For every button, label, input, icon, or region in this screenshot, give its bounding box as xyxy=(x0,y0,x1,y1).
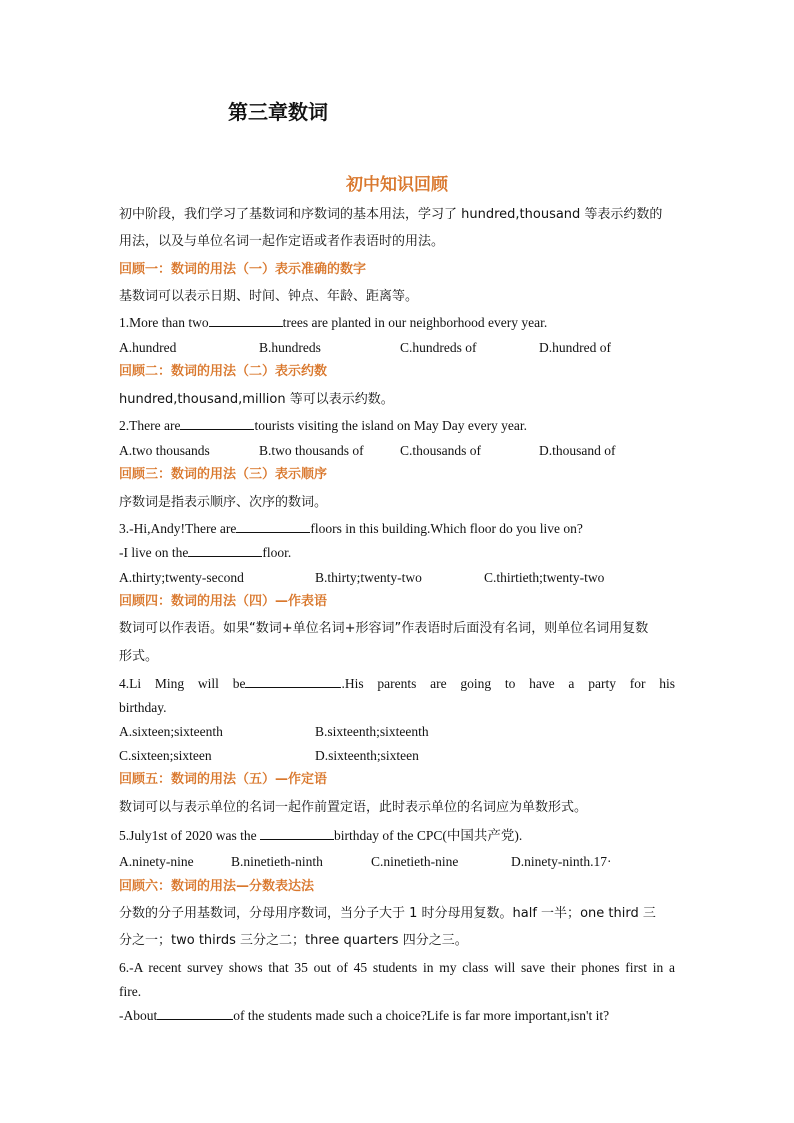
question-2 xyxy=(119,417,675,435)
question-text: 4.Li Ming will be xyxy=(119,676,246,691)
section-note: 数词可以作表语。如果“数词+单位名词+形容词”作表语时后面没有名词，则单位名词用复数 xyxy=(119,621,649,636)
section-note: 分之一；two thirds 三分之二；three quarters 四分之三。 xyxy=(119,933,468,948)
option-a: A.thirty;twenty-second xyxy=(119,570,244,585)
question-text: floors in this building.Which floor do you live on? xyxy=(310,521,583,536)
option-b: B.ninetieth-ninth xyxy=(231,854,323,869)
answer-blank xyxy=(209,314,283,327)
section-note: 序数词是指表示顺序、次序的数词。 xyxy=(119,495,328,510)
option-b: B.two thousands of xyxy=(259,443,364,458)
option-a: A.ninety-nine xyxy=(119,854,194,869)
question-6-reply xyxy=(119,1007,675,1025)
section-heading: 回顾四：数词的用法（四）—作表语 xyxy=(119,594,328,609)
question-4 xyxy=(119,675,675,693)
question-text: trees are planted in our neighborhood every year. xyxy=(282,315,548,330)
section-subtitle: 初中知识回顾 xyxy=(346,175,448,195)
question-text: of the students made such a choice?Life is far more important,isn't it? xyxy=(233,1008,610,1023)
question-1 xyxy=(119,314,675,332)
question-text: 5.July1st of 2020 was the xyxy=(119,828,257,843)
question-3-reply xyxy=(119,544,675,562)
question-6: 6.-A recent survey shows that 35 out of 45 students in my class will save their phones first in a xyxy=(119,960,675,975)
question-text: floor. xyxy=(262,545,292,560)
option-a: A.two thousands xyxy=(119,443,210,458)
section-heading: 回顾五：数词的用法（五）—作定语 xyxy=(119,772,328,787)
option-c: C.sixteen;sixteen xyxy=(119,748,212,763)
answer-blank xyxy=(180,417,254,430)
option-c: C.thirtieth;twenty-two xyxy=(484,570,605,585)
section-note: hundred,thousand,million 等可以表示约数。 xyxy=(119,392,394,407)
answer-blank xyxy=(260,827,334,840)
answer-blank xyxy=(188,544,262,557)
page-title: 第三章数词 xyxy=(228,100,328,124)
answer-blank xyxy=(157,1007,233,1020)
question-5 xyxy=(119,827,675,845)
answer-blank xyxy=(236,520,310,533)
option-d: D.ninety-ninth.17· xyxy=(511,854,612,869)
option-b: B.hundreds xyxy=(259,340,321,355)
section-heading: 回顾六：数词的用法—分数表达法 xyxy=(119,879,315,894)
question-text: 2.There are xyxy=(119,418,181,433)
option-b: B.thirty;twenty-two xyxy=(315,570,422,585)
section-heading: 回顾二：数词的用法（二）表示约数 xyxy=(119,364,328,379)
question-6-cont: fire. xyxy=(119,984,142,999)
option-a: A.sixteen;sixteenth xyxy=(119,724,223,739)
option-c: C.thousands of xyxy=(400,443,481,458)
question-text: tourists visiting the island on May Day every year. xyxy=(254,418,528,433)
section-heading: 回顾三：数词的用法（三）表示顺序 xyxy=(119,467,328,482)
option-d: D.hundred of xyxy=(539,340,611,355)
section-note: 形式。 xyxy=(119,649,159,664)
question-text: 3.-Hi,Andy!There are xyxy=(119,521,237,536)
option-d: D.thousand of xyxy=(539,443,616,458)
question-text: -About xyxy=(119,1008,158,1023)
section-note: 数词可以与表示单位的名词一起作前置定语，此时表示单位的名词应为单数形式。 xyxy=(119,800,588,815)
option-c: C.hundreds of xyxy=(400,340,477,355)
option-c: C.ninetieth-nine xyxy=(371,854,459,869)
question-text: .His parents are going to have a party for his xyxy=(341,676,675,691)
intro-line: 用法，以及与单位名词一起作定语或者作表语时的用法。 xyxy=(119,234,445,249)
option-b: B.sixteenth;sixteenth xyxy=(315,724,429,739)
option-a: A.hundred xyxy=(119,340,177,355)
question-4-cont: birthday. xyxy=(119,700,167,715)
section-heading: 回顾一：数词的用法（一）表示准确的数字 xyxy=(119,262,367,277)
section-note: 分数的分子用基数词，分母用序数词，当分子大于 1 时分母用复数。half 一半；one third 三 xyxy=(119,906,656,921)
question-text: birthday of the CPC(中国共产党). xyxy=(334,828,523,843)
question-text: 1.More than two xyxy=(119,315,209,330)
option-d: D.sixteenth;sixteen xyxy=(315,748,419,763)
question-3 xyxy=(119,520,675,538)
section-note: 基数词可以表示日期、时间、钟点、年龄、距离等。 xyxy=(119,289,419,304)
question-text: -I live on the xyxy=(119,545,189,560)
intro-line: 初中阶段，我们学习了基数词和序数词的基本用法，学习了 hundred,thousand 等表示约数的 xyxy=(119,207,663,222)
answer-blank xyxy=(245,675,341,688)
